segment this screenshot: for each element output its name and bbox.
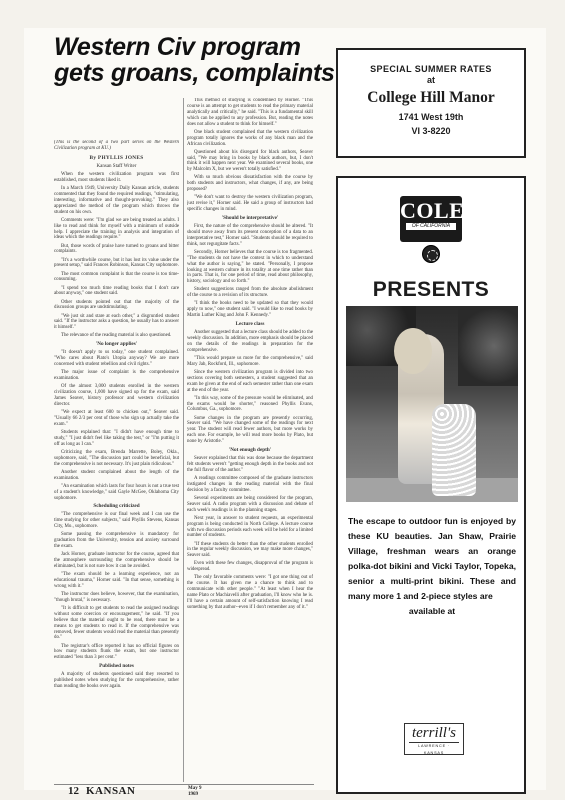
column-divider <box>183 98 184 782</box>
article-paragraph: Since the western civilization program is divided into two sections covering both semesters, a student suggested that an exam be given at the end of each semester rather than one exam at the end of the year. <box>187 369 313 393</box>
article-paragraph: The relevance of the reading material is also questioned. <box>61 333 172 339</box>
subheading: 'No longer applies' <box>95 341 138 348</box>
ad-address: 1741 West 19th <box>398 112 464 122</box>
subheading: 'Not enough depth' <box>228 447 272 454</box>
ad-at: at <box>426 75 435 85</box>
terrills-logo-sub: LAWRENCE · KANSAS <box>409 742 459 757</box>
issue-date-line1: May 9 <box>188 786 202 791</box>
article-paragraph: "We expect at least 600 to chicken out," Seaver said. "Usually 66 2/3 per cent of those who sign up actually take the exam." <box>54 409 179 427</box>
swimsuit-photo <box>346 306 518 502</box>
cole-logo <box>400 196 465 242</box>
terrills-logo-word: terrill's <box>411 725 457 741</box>
article-paragraph: Criticizing the exam, Brenda Marrette, Boley, Okla., sophomore, said, "The discussion part could be beneficial, but the comprehensive is not necessary. It's just plain ridiculous." <box>54 449 179 467</box>
article-paragraph: The only favorable comments were: "I got one thing out of the course. It has given me a chance to think and to communicate with other people." "At least when I hear the name Plato or Machiavelli after graduation, I'll know who he is. I'll have a certain amount of self-satisfaction knowing I read something by that author--even if I don't remember any of it." <box>187 575 313 610</box>
article-paragraph: "It's a worthwhile course, but it has lost its value under the present setup," said Frances Robinson, Kansas City sophomore. <box>54 257 179 269</box>
cole-seal-icon <box>422 245 440 263</box>
article-paragraph: "It doesn't apply to us today," one student complained. "Who cares about Plato's Utopia anyway? We are more concerned with student rebellion and civil rights." <box>54 350 179 368</box>
page-footer <box>54 784 314 798</box>
article-paragraph: Seaver explained that this was done because the department felt students weren't "getting enough depth in the books and not the full flavor of the author." <box>187 456 313 473</box>
article-paragraph: Comments were: "I'm glad we are being treated as adults. I like to read and think for myself with a minimum of outside help. I appreciate the training in analysis and integration of ideas which the readings require." <box>54 217 179 241</box>
presents-heading: PRESENTS <box>372 278 490 301</box>
issue-date <box>188 786 201 797</box>
ad-venue-name: College Hill Manor <box>367 89 495 106</box>
paper-name: KANSAN <box>86 785 136 797</box>
article-paragraph: When the western civilization program was first established, most students liked it. <box>54 172 179 183</box>
college-hill-manor-ad <box>336 48 526 158</box>
article-paragraph: "In this way, some of the pressure would be eliminated, and the exams would be shorter," reasoned Phyllis Evans, Columbus, Ga., sophomore. <box>187 395 313 413</box>
article-paragraph: Student suggestions ranged from the absolute abolishment of the course to a revision of its structure. <box>187 287 313 299</box>
article-column-2 <box>187 98 313 788</box>
article-paragraph: "The comprehensive is our final week and I can use the time studying for other subjects," said Phyllis Stevens, Kansas City, Mo., sophomore. <box>54 512 179 530</box>
article-paragraph: "We don't want to destroy the western civilization program, just revise it," Horner said. He said a group of instructors had specific changes in mind. <box>187 195 313 213</box>
article-paragraph: "This would prepare us more for the comprehensive," said Mary Jab, Rockford, Ill., sophomore. <box>187 355 313 367</box>
article-paragraph: "We just sit and stare at each other," a disgruntled student said. "If the instructor asks a question, he usually has to answer it himself." <box>54 313 179 331</box>
foliage-shape <box>458 306 518 386</box>
cole-logo-word: COLE <box>400 198 465 223</box>
cole-logo-sub: OF CALIFORNIA <box>406 223 456 230</box>
headline: Western Civ program gets groans, complaints <box>54 33 335 87</box>
byline: By PHYLLIS JONES <box>89 154 144 161</box>
article-paragraph: A readings committee composed of the graduate instructors instigated changes in the reading material with the final decision by a faculty committee. <box>187 475 313 493</box>
subheading: Scheduling criticized <box>93 503 140 510</box>
ad-phone: VI 3-8220 <box>411 126 451 136</box>
article-intro: (This is the second of a two part series on the Western Civilization program at KU.) <box>54 140 179 151</box>
article-paragraph: The registrar's office reported it has no official figures on how many students flunk the exam, but one instructor estimated "less than 3 per cent." <box>54 643 179 661</box>
article-paragraph: Another suggested that a lecture class should be added to the weekly discussion. In addition, more emphasis should be placed on the details of the readings in preparation for the comprehensive. <box>187 330 313 353</box>
article-paragraph: "The exam should be a learning experience, not an educational trauma," Horner said. "In that sense, something is wrong with it." <box>54 572 179 589</box>
subheading: 'Should be interpretative' <box>221 215 279 222</box>
article-paragraph: Jack Horner, graduate instructor for the course, agreed that the atmosphere surrounding the comprehensive should be eliminated, but is not sure how it can be avoided. <box>54 552 179 569</box>
article-paragraph: "It is difficult to get students to read the assigned readings without some coercion or encouragement," he said. "If you believe that the material ought to be read, there must be a means to get students to read it. If the comprehensive was removed, fewer students would read the material than presently do." <box>54 605 179 641</box>
article-paragraph: The instructor does believe, however, that the examination, "though brutal," is necessary. <box>54 591 179 603</box>
byline-role: Kansan Staff Writer <box>96 163 137 169</box>
article-paragraph: Some passing the comprehensive is mandatory for graduation from the University, tension and anxiety surround the exam. <box>54 532 179 550</box>
article-paragraph: The major issue of complaint is the comprehensive examination. <box>54 370 179 382</box>
article-paragraph: "I think the books need to be updated so that they would apply to now," one student said. "I would like to read books by Martin Luther King and John F. Kennedy." <box>187 301 313 319</box>
article-paragraph: Other students pointed out that the majority of the discussion groups are undstimulating. <box>54 299 179 311</box>
article-paragraph: Of the almost 3,000 students enrolled in the western civilization course, 1,000 have signed up for the exam, said James Seaver, history professor and western civilization director. <box>54 384 179 407</box>
article-paragraph: Next year, in answer to student requests, an experimental program is being conducted in North College. A lecture course with two discussion periods each week will be held for a limited number of students. <box>187 515 313 539</box>
ad-caption <box>348 514 516 619</box>
model-hair <box>394 328 432 374</box>
article-paragraph: The most common complaint is that the course is too time-consuming. <box>54 271 179 283</box>
page-number: 12 <box>68 785 79 797</box>
article-paragraph: Another student complained about the length of the examination. <box>54 469 179 481</box>
cole-terrills-ad <box>336 176 526 794</box>
article-paragraph: A majority of students questioned said they resorted to published notes when studying for the comprehensive, rather than reading the books over again. <box>54 672 179 689</box>
article-paragraph: "If these students do better than the other students enrolled in the regular weekly discussion, we may make more changes," Seaver said. <box>187 541 313 559</box>
ad-headline: SPECIAL SUMMER RATES <box>370 64 492 74</box>
article-paragraph: Several experiments are being considered for the program, Seaver said. A radio program with a discussion and debate of each week's readings is in the planning stages. <box>187 495 313 513</box>
ad-caption-last: available at <box>408 606 456 616</box>
article-paragraph: But, those words of praise have turned to groans and bitter complaints. <box>54 243 179 255</box>
terrills-logo <box>404 723 464 755</box>
model-figure-polka-dot <box>432 404 476 496</box>
article-paragraph: Some changes in the program are presently occurring, Seaver said. "We have changed some of the readings for next year. The student will read fewer authors, but more works by each one. For example, he will read more books by Plato, but none by Aristotle." <box>187 415 313 445</box>
article-paragraph: Students explained that: "I didn't have enough time to study," "I just didn't feel like taking the test," or "I'm putting it off as long as I can." <box>54 429 179 447</box>
article-paragraph: In a March 1949, University Daily Kansan article, students commented that they found the required readings, "stimulating, interesting, informative and thought-provoking." They also appreciated the method of the program which throws the student on his own. <box>54 186 179 215</box>
ad-caption-text: The escape to outdoor fun is enjoyed by these KU beauties. Jan Shaw, Prairie Village, freshman wears an orange polka-dot bikini and Vicki Taylor, Topeka, senior a multi-print bikini. These and many more 1 and 2-piece styles are <box>348 516 516 601</box>
article-paragraph: Secondly, Horner believes that the course is too fragmented. "The students do not have the context in which to understand what the author is saying," he stated. "Personally, I propose looking at western culture in its totality at one time rather than in parts. That is, for one period of time, read about philosophy, history, sociology and so forth." <box>187 249 313 285</box>
newspaper-page <box>24 28 546 797</box>
article-column-1 <box>54 140 179 772</box>
article-paragraph: Even with these few changes, disapproval of the program is widespread. <box>187 561 313 573</box>
article-paragraph: Questioned about his disregard for black authors, Seaver said, "We may bring in books by black authors, but, I don't think it will happen next year. We examined several books, one by Malcolm X, but we weren't totally satisfied." <box>187 149 313 173</box>
article-paragraph: "An examination which lasts for four hours is not a true test of a student's knowledge," said Gayle McGee, Oklahoma City sophomore. <box>54 483 179 501</box>
issue-date-line2: 1969 <box>188 791 198 797</box>
article-paragraph: First, the nature of the comprehensive should be altered. "It should move away from its present conception of a data to an interpretative test," Horner said. "Students should be required to think, not regurgitate facts." <box>187 223 313 247</box>
subheading: Lecture class <box>235 321 265 328</box>
article-paragraph: With so much obvious dissatisfaction with the course by both students and instructors, what changes, if any, are being proposed? <box>187 175 313 193</box>
article-paragraph: This method of studying is condemned by Horner. "This course is an attempt to get students to read the primary material analytically and critically," he said. "This is a fundamental skill which can be applied to any profession. But, reading the notes does not allow a student to think for himself." <box>187 98 313 127</box>
article-paragraph: "I spend too much time reading books that I don't care about anyway," one student said. <box>54 285 179 297</box>
article-paragraph: One black student complained that the western civilization program totally ignores the works of any black man and the African civilization. <box>187 129 313 147</box>
subheading: Published notes <box>99 663 134 670</box>
